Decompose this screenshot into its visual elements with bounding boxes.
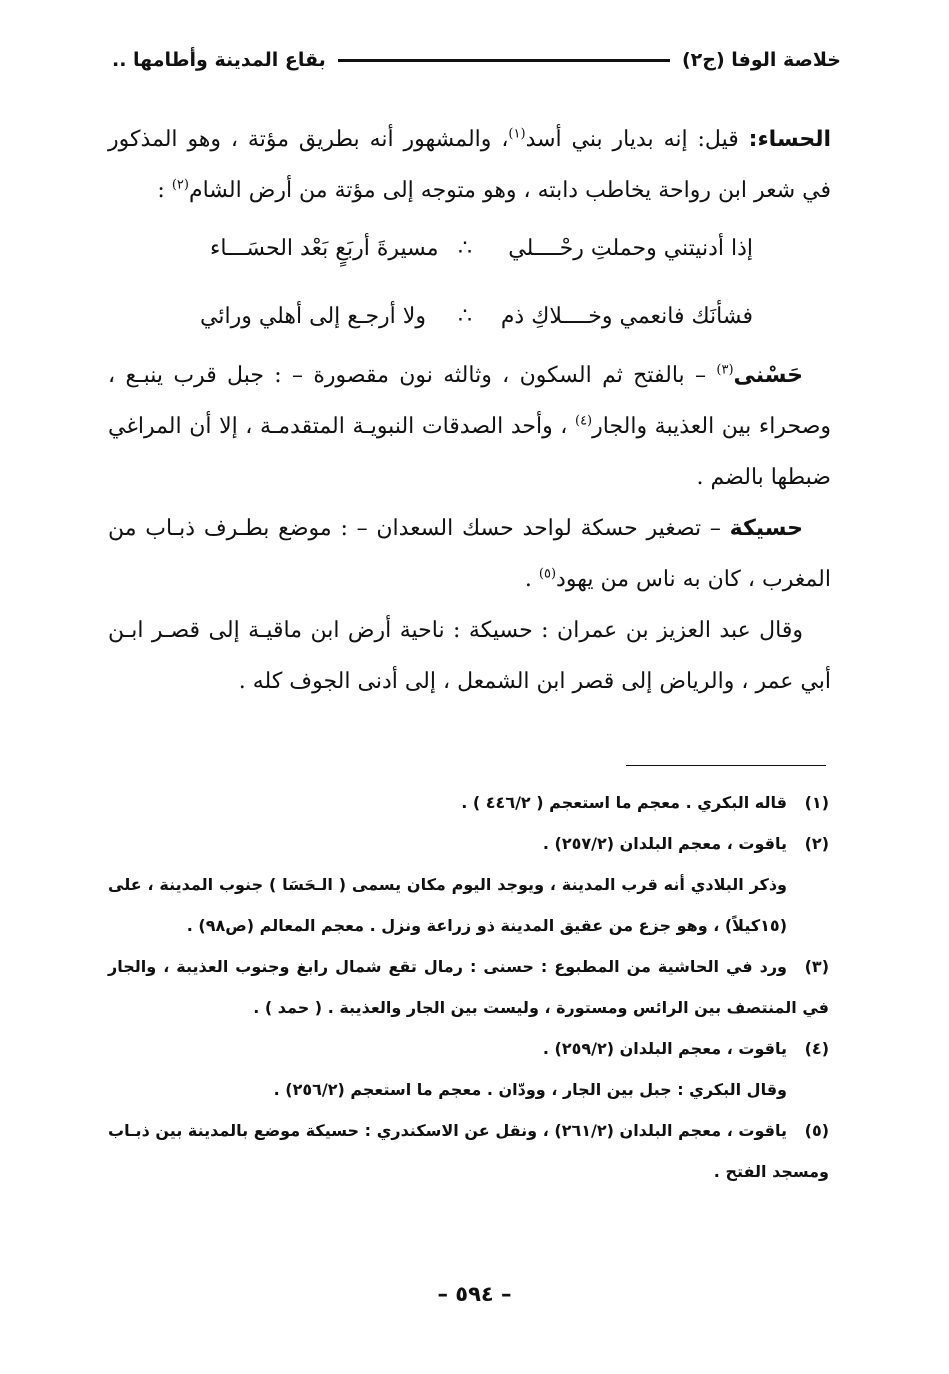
main-text — [108, 114, 831, 216]
paragraph-abdulaziz: وقال عبد العزيز بن عمران : حسيكة : ناحية أرض ابن ماقيـة إلى قصـر ابـن أبي عمر ، والرياض إلى قصر ابن الشمعل ، إلى أدنى الجوف كله . — [108, 618, 831, 694]
footnote-ref: (٢) — [171, 177, 189, 193]
footnote-text: ياقوت ، معجم البلدان (٢٥٧/٢) . — [542, 834, 787, 853]
paragraph-text: قيل: إنه بديار بني أسد — [525, 127, 749, 152]
footnote-text: قاله البكري . معجم ما استعجم ( ٤٤٦/٢ ) . — [461, 793, 787, 812]
footnote-continuation — [108, 1069, 829, 1110]
verse-separator: ∴ — [458, 236, 472, 261]
footnote-text: ياقوت ، معجم البلدان (٢٦١/٢) ، ونقل عن الاسكندري : حسيكة موضع بالمدينة بين ذبـاب ومسجد الفتح . — [108, 1121, 829, 1181]
footnote-text: ياقوت ، معجم البلدان (٢٥٩/٢) . — [542, 1039, 787, 1058]
paragraph-text: . — [524, 567, 539, 592]
footnote-item — [108, 1110, 829, 1192]
paragraph-text: – تصغير حسكة لواحد حسك السعدان – : موضع بطـرف ذبـاب من المغرب ، كان به ناس من يهود — [108, 516, 831, 592]
verse-hemistich: فشأنَك فانعمي وخــــلاكِ ذم — [500, 304, 753, 329]
paragraph-husayka — [108, 503, 831, 605]
header-book-title: خلاصة الوفا (ج٢) — [681, 49, 841, 71]
footnote-item — [108, 782, 829, 823]
footnote-ref: (٤) — [574, 413, 593, 429]
footnote-item — [108, 946, 829, 1028]
footnote-number: (١) — [804, 793, 829, 812]
footnote-ref: (٣) — [716, 362, 734, 378]
verse-hemistich: إذا أدنيتني وحملتِ رحْــــلي — [508, 236, 753, 261]
verse-separator: ∴ — [458, 304, 472, 329]
header-rule — [338, 59, 670, 62]
page-number: – ٥٩٤ – — [437, 1282, 512, 1306]
footnote-item — [108, 1028, 829, 1069]
footnote-ref: (٥) — [538, 566, 557, 582]
footnote-separator — [626, 765, 826, 766]
footnote-continuation — [108, 864, 829, 946]
entry-term: حسيكة — [729, 516, 803, 541]
footnote-item — [108, 823, 829, 864]
footnote-text: وذكر البلادي أنه قرب المدينة ، ويوجد اليوم مكان يسمى ( الـحَسَا ) جنوب المدينة ، على (١٥كيلاً) ، وهو جزع من عقيق المدينة ذو زراعة ونزل . معجم المعالم (ص٩٨) . — [108, 875, 787, 935]
footnote-number: (٣) — [804, 957, 829, 976]
running-header — [112, 40, 841, 80]
entry-term: حَسْنى — [733, 363, 803, 388]
footnote-number: (٥) — [804, 1121, 830, 1140]
paragraph-text: – بالفتح ثم السكون ، وثالثه نون مقصورة – : جبل قرب ينبـع ، وصحراء بين العذيبة والجار — [108, 363, 831, 439]
main-text-continued — [108, 350, 831, 707]
footnote-text: وقال البكري : جبل بين الجار ، وودّان . معجم ما استعجم (٢٥٦/٢) . — [273, 1080, 787, 1099]
footnote-ref: (١) — [508, 126, 526, 142]
paragraph-text: ، والمشهور أنه بطريق مؤتة ، وهو المذكور في شعر ابن رواحة يخاطب دابته ، وهو متوجه إلى مؤتة من أرض الشام — [108, 127, 831, 203]
verse-hemistich: مسيرةَ أربَعٍ بَعْد الحسَـــاء — [210, 236, 439, 261]
paragraph-text: ، وأحد الصدقات النبويـة المتقدمـة ، إلا أن المراغي ضبطها بالضم . — [108, 414, 831, 490]
verse-line-2 — [0, 296, 949, 346]
footnotes — [108, 782, 829, 1192]
paragraph-hasa — [108, 114, 831, 216]
verse-line-1 — [0, 228, 949, 278]
footnote-number: (٤) — [804, 1039, 829, 1058]
paragraph-husna — [108, 350, 831, 503]
footnote-text: ورد في الحاشية من المطبوع : حسنى : رمال تقع شمال رابغ وجنوب العذيبة ، والجار في المنتصف بين الرائس ومستورة ، وليست بين الجار والعذيبة . ( حمد ) . — [108, 957, 829, 1017]
entry-term: الحساء: — [748, 127, 831, 152]
paragraph-text: : — [157, 178, 172, 203]
header-section-title: بقاع المدينة وأطامها .. — [112, 49, 326, 71]
verse-hemistich: ولا أرجـع إلى أهلي ورائي — [200, 304, 426, 329]
footnote-number: (٢) — [804, 834, 829, 853]
